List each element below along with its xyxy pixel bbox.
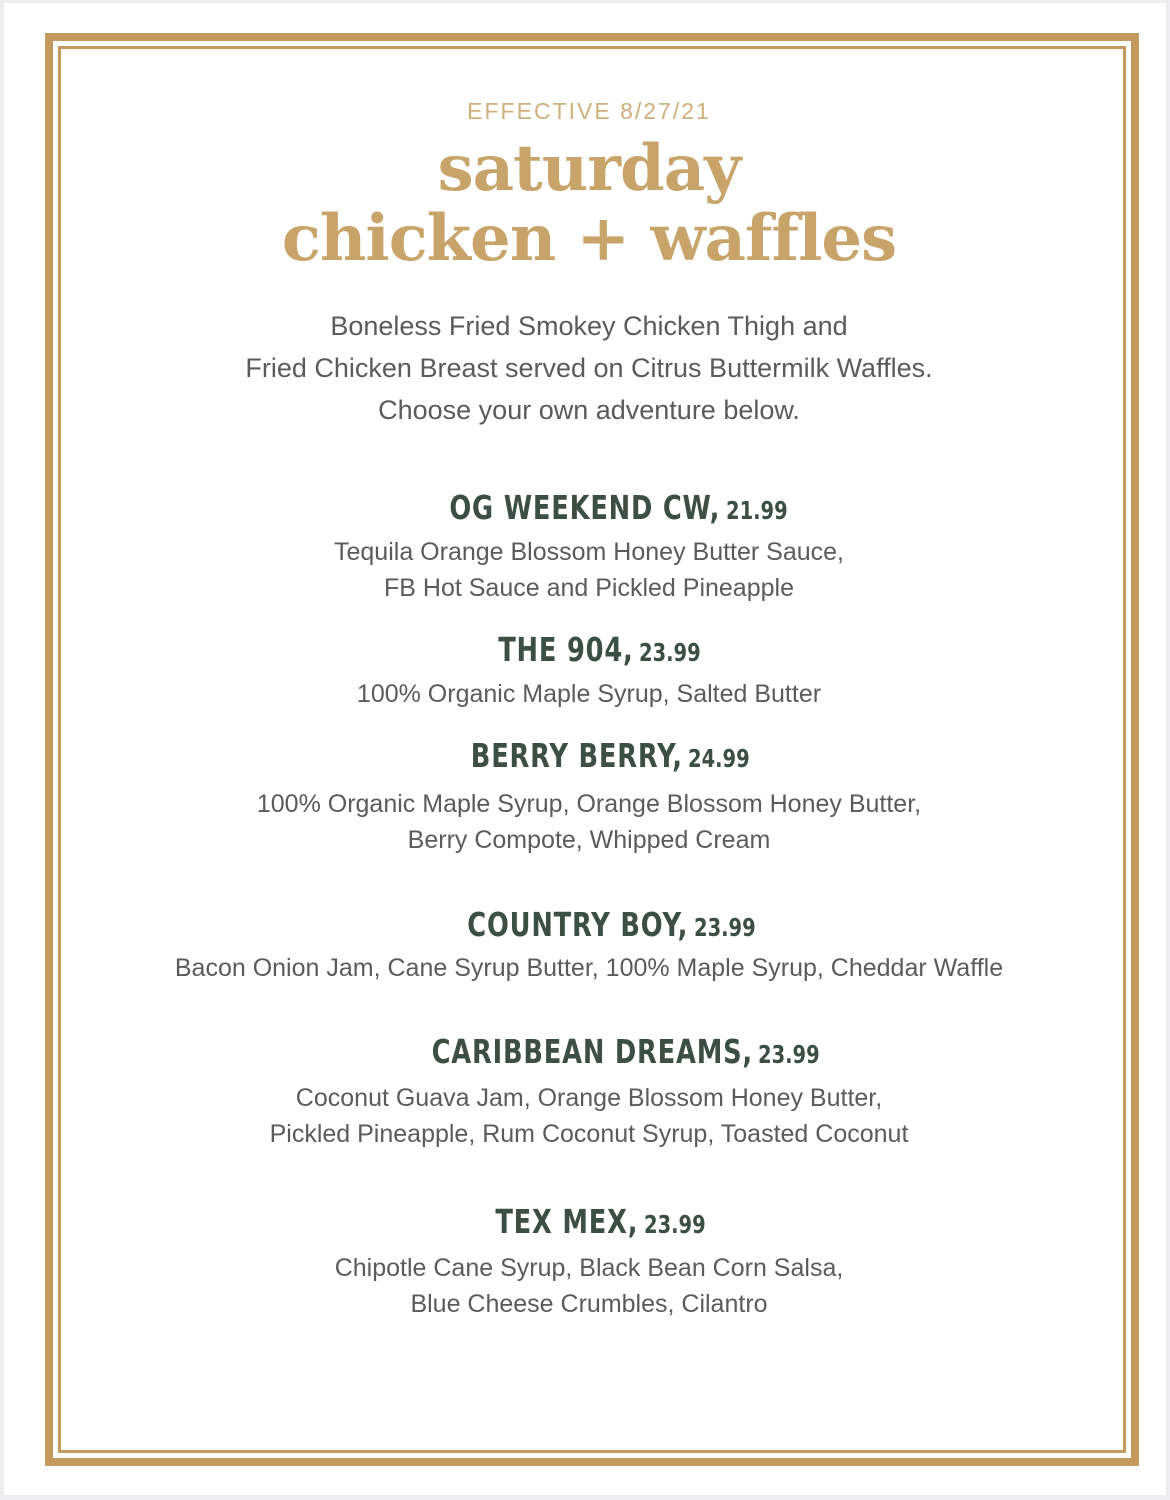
item-price: 23.99 xyxy=(693,913,756,942)
menu-intro xyxy=(64,305,1114,431)
menu-item-caribbean-dreams xyxy=(64,1032,1114,1152)
menu-page xyxy=(4,3,1166,1495)
item-description xyxy=(64,950,1114,986)
item-desc-line: Bacon Onion Jam, Cane Syrup Butter, 100% Maple Syrup, Cheddar Waffle xyxy=(174,954,1004,982)
intro-line: Boneless Fried Smokey Chicken Thigh and xyxy=(330,311,848,341)
item-description xyxy=(64,534,1114,606)
item-desc-line: FB Hot Sauce and Pickled Pineapple xyxy=(384,574,794,602)
effective-date: EFFECTIVE 8/27/21 xyxy=(467,98,711,124)
menu-item-berry-berry xyxy=(64,736,1114,858)
item-desc-line: Pickled Pineapple, Rum Coconut Syrup, Toasted Coconut xyxy=(269,1120,909,1148)
item-price: 21.99 xyxy=(725,496,788,525)
item-heading xyxy=(64,630,1114,669)
item-description xyxy=(64,786,1114,858)
item-name: OG WEEKEND CW, xyxy=(449,488,721,527)
item-desc-line: Berry Compote, Whipped Cream xyxy=(407,826,771,854)
item-desc-line: 100% Organic Maple Syrup, Salted Butter xyxy=(356,680,822,708)
item-heading xyxy=(64,736,1114,775)
menu-item-og-weekend xyxy=(64,488,1114,606)
intro-line: Choose your own adventure below. xyxy=(378,395,800,425)
item-description xyxy=(64,1250,1114,1322)
item-name: CARIBBEAN DREAMS, xyxy=(431,1032,753,1071)
menu-item-the-904 xyxy=(64,630,1114,712)
item-price: 23.99 xyxy=(639,638,701,667)
item-description xyxy=(64,1080,1114,1152)
item-desc-line: Coconut Guava Jam, Orange Blossom Honey Butter, xyxy=(295,1084,883,1112)
item-heading xyxy=(64,905,1114,944)
item-heading xyxy=(64,1202,1114,1241)
item-price: 24.99 xyxy=(688,744,750,773)
item-desc-line: Tequila Orange Blossom Honey Butter Sauce, xyxy=(334,538,844,566)
item-desc-line: 100% Organic Maple Syrup, Orange Blossom Honey Butter, xyxy=(256,790,922,818)
item-heading xyxy=(64,1032,1114,1071)
menu-title-line1: saturday xyxy=(437,131,741,206)
item-price: 23.99 xyxy=(758,1040,820,1069)
menu-title-line2: chicken + waffles xyxy=(281,201,897,276)
item-name: COUNTRY BOY, xyxy=(467,905,689,944)
item-name: THE 904, xyxy=(498,630,634,669)
item-desc-line: Chipotle Cane Syrup, Black Bean Corn Salsa, xyxy=(334,1254,844,1282)
item-heading xyxy=(64,488,1114,527)
menu-item-country-boy xyxy=(64,905,1114,986)
item-price: 23.99 xyxy=(643,1210,706,1239)
item-desc-line: Blue Cheese Crumbles, Cilantro xyxy=(410,1290,768,1318)
item-name: BERRY BERRY, xyxy=(470,736,683,775)
intro-line: Fried Chicken Breast served on Citrus Buttermilk Waffles. xyxy=(245,353,933,383)
item-name: TEX MEX, xyxy=(495,1202,639,1241)
item-description xyxy=(64,676,1114,712)
menu-item-tex-mex xyxy=(64,1202,1114,1322)
